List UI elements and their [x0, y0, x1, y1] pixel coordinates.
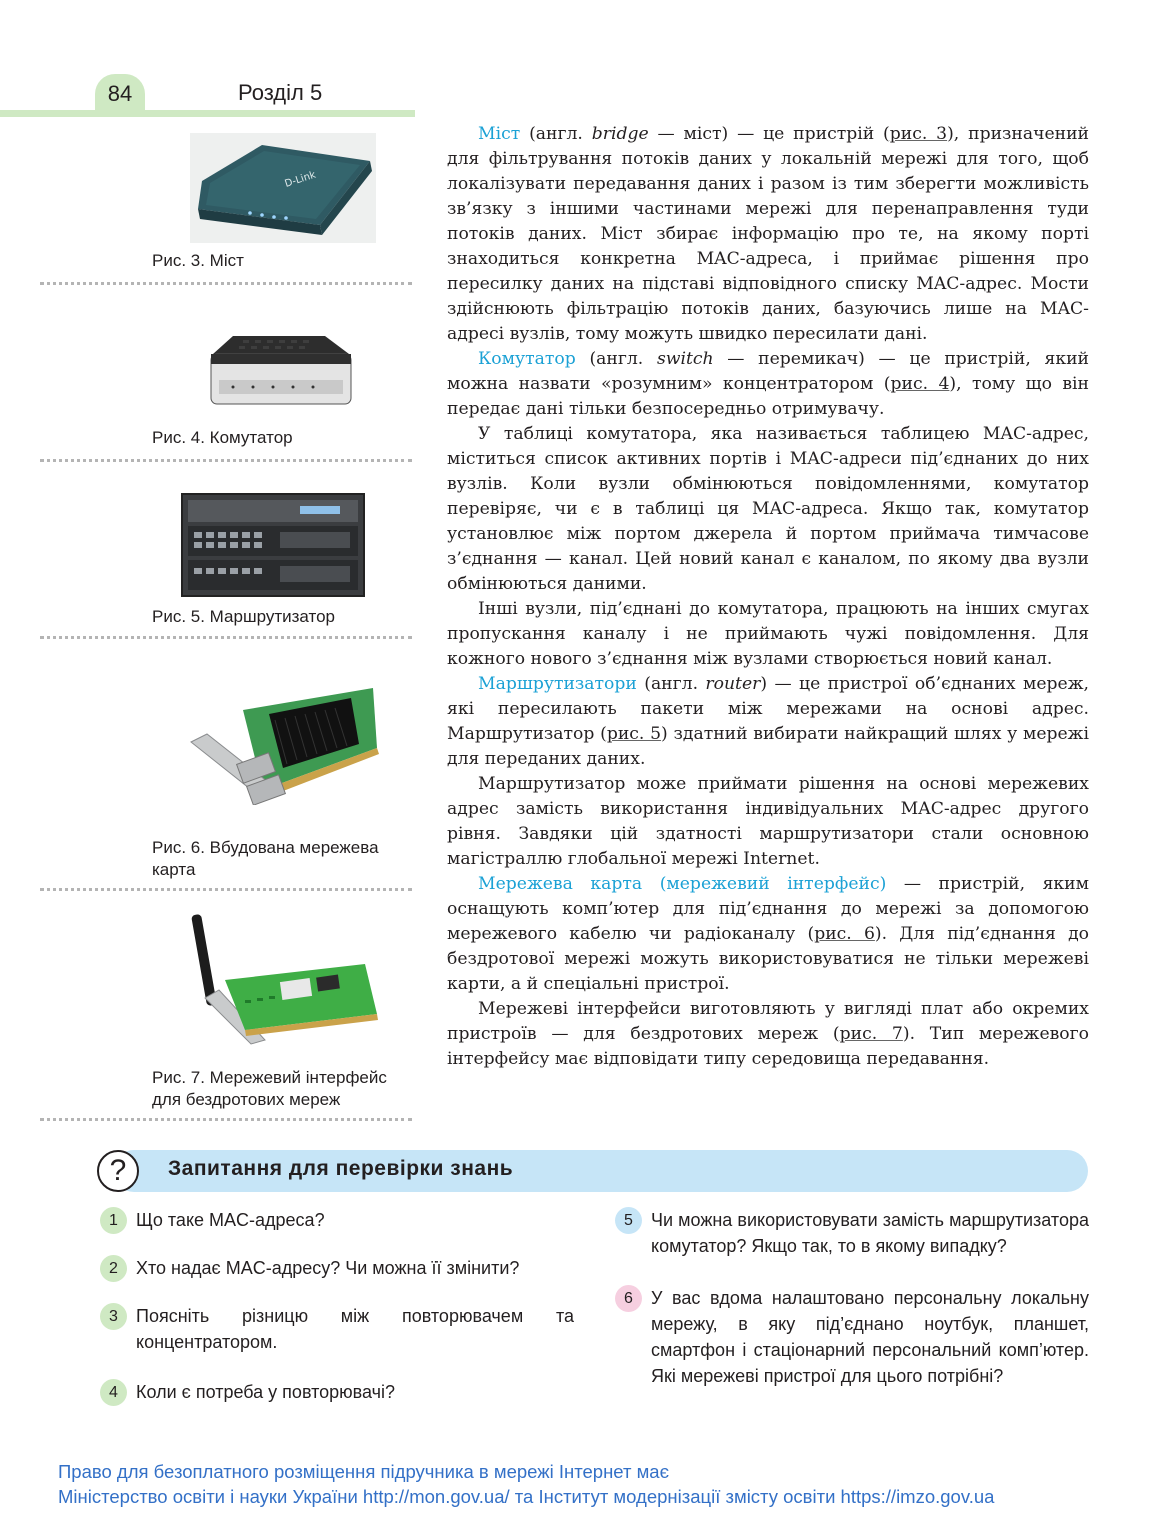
- divider-dotted: [40, 459, 412, 462]
- figure-caption: Рис. 4. Комутатор: [152, 428, 293, 447]
- question-number: 2: [100, 1255, 127, 1282]
- footer-line: Право для безоплатного розміщення підручника в мережі Інтернет має: [58, 1461, 670, 1482]
- svg-text:D-Link: D-Link: [283, 169, 318, 190]
- question-item: Поясніть різницю між повторювачем та концентратором.: [136, 1306, 574, 1352]
- figure-ref[interactable]: рис. 5: [606, 724, 662, 744]
- figure-caption: Рис. 5. Маршрутизатор: [152, 607, 336, 626]
- paragraph: У таблиці комутатора, яка називається таблицею MAC-адрес, міститься список активних портів і MAC-адреси під’єднаних до них вузлів. Коли вузли обмінюються повідомленнями, комутатор перевіряє, чи є в таблиці ця MAC-адреса. Якщо так, комутатор установлює між портом джерела й портом приймача тимчасове з’єднання — канал. Цей новий канал є каналом, по якому два вузли обмінюються даними.: [447, 424, 1089, 594]
- question-item: Хто надає MAC-адресу? Чи можна її змінити?: [136, 1258, 520, 1278]
- paragraph: Міст (англ. bridge — міст) — це пристрій (рис. 3), призначений для фільтрування потоків даних у локальній мережі для того, щоб локалізувати передавання даних і разом із тим зберегти можливість зв’язку з іншими частинами мережі для перенаправлення туди потоків даних. Міст збирає інформацію про те, на якому порті знаходиться конкретна MAC-адреса, і приймає рішення про пересилку даних на підставі відповідного списку MAC-адрес. Мости здійснюють фільтрацію потоків даних, базуючись лише на MAC-адресі вузлів, тому можуть швидко пересилати дані.: [447, 124, 1090, 344]
- paragraph: Мережева карта (мережевий інтерфейс) — пристрій, яким оснащують комп’ютер для під’єднання до мережі за допомогою мережевого кабелю чи радіоканалу (рис. 6). Для під’єднання до бездротової мережі можуть використовуватися не тільки мережеві карти, а й спеціальні пристрої.: [447, 874, 1089, 994]
- network-card-photo: [183, 680, 383, 805]
- question-number: 4: [100, 1379, 127, 1406]
- figure-caption: Рис. 7. Мережевий інтерфейс для бездротових мереж: [152, 1068, 387, 1109]
- question-number: 1: [100, 1207, 127, 1234]
- figure-ref[interactable]: рис. 4: [890, 374, 950, 394]
- term-switch: Комутатор: [478, 349, 576, 369]
- question-number: 3: [100, 1303, 127, 1330]
- router-device-photo: [180, 490, 366, 600]
- page-number: 84: [95, 74, 145, 114]
- paragraph: Комутатор (англ. switch — перемикач) — це пристрій, який можна назвати «розумним» концентратором (рис. 4), тому що він передає дані тільки безпосередньо отримувачу.: [447, 349, 1089, 419]
- figure-caption: Рис. 3. Міст: [152, 251, 244, 270]
- question-number: 6: [615, 1285, 642, 1312]
- term-bridge: Міст: [478, 124, 521, 144]
- divider-dotted: [40, 636, 412, 639]
- divider-dotted: [40, 282, 412, 285]
- figure-ref[interactable]: рис. 3: [889, 124, 948, 144]
- main-text: [447, 122, 1089, 1072]
- figure-caption: Рис. 6. Вбудована мережева карта: [152, 838, 379, 879]
- question-item: Чи можна використовувати замість маршрутизатора комутатор? Якщо так, то в якому випадку?: [651, 1210, 1089, 1256]
- divider-dotted: [40, 888, 412, 891]
- question-item: Коли є потреба у повторювачі?: [136, 1382, 396, 1402]
- footer-line: Міністерство освіти і науки України http://mon.gov.ua/ та Інститут модернізації змісту освіти https://imzo.gov.ua: [58, 1486, 995, 1507]
- wireless-card-photo: [185, 910, 380, 1045]
- header-rule: [0, 110, 415, 117]
- question-item: У вас вдома налаштовано персональну локальну мережу, в яку під’єднано ноутбук, планшет, смартфон і стаціонарний персональний комп’ютер. Які мережеві пристрої для цього потрібні?: [651, 1288, 1089, 1386]
- paragraph: Маршрутизатори (англ. router) — це пристрої об’єднаних мереж, які пересилають пакети між мережами на основі адрес. Маршрутизатор (рис. 5) здатний вибирати найкращий шлях у мережі для переданих даних.: [447, 674, 1089, 769]
- paragraph: Мережеві інтерфейси виготовляють у вигляді плат або окремих пристроїв — для бездротових мереж (рис. 7). Тип мережевого інтерфейсу має відповідати типу середовища передавання.: [447, 999, 1090, 1069]
- paragraph: Інші вузли, під’єднані до комутатора, працюють на інших смугах пропускання каналу і не приймають чужі повідомлення. Для кожного нового з’єднання між вузлами створюється новий канал.: [447, 599, 1089, 669]
- questions-title: Запитання для перевірки знань: [168, 1157, 514, 1180]
- divider-dotted: [40, 1118, 412, 1121]
- bridge-device-photo: [190, 133, 376, 243]
- section-title: Розділ 5: [238, 80, 323, 105]
- paragraph: Маршрутизатор може приймати рішення на основі мережевих адрес замість використання індивідуальних MAC-адрес другого рівня. Завдяки цій здатності маршрутизатори стали основною магістраллю глобальної мережі Internet.: [447, 774, 1089, 869]
- term-network-card: Мережева карта (мережевий інтерфейс): [478, 874, 887, 894]
- question-mark-icon: ?: [97, 1150, 139, 1192]
- figure-ref[interactable]: рис. 6: [814, 924, 875, 944]
- question-item: Що таке MAC-адреса?: [136, 1210, 325, 1230]
- figure-ref[interactable]: рис. 7: [839, 1024, 903, 1044]
- question-number: 5: [615, 1207, 642, 1234]
- switch-device-photo: [203, 330, 353, 412]
- term-router: Маршрутизатори: [478, 674, 637, 694]
